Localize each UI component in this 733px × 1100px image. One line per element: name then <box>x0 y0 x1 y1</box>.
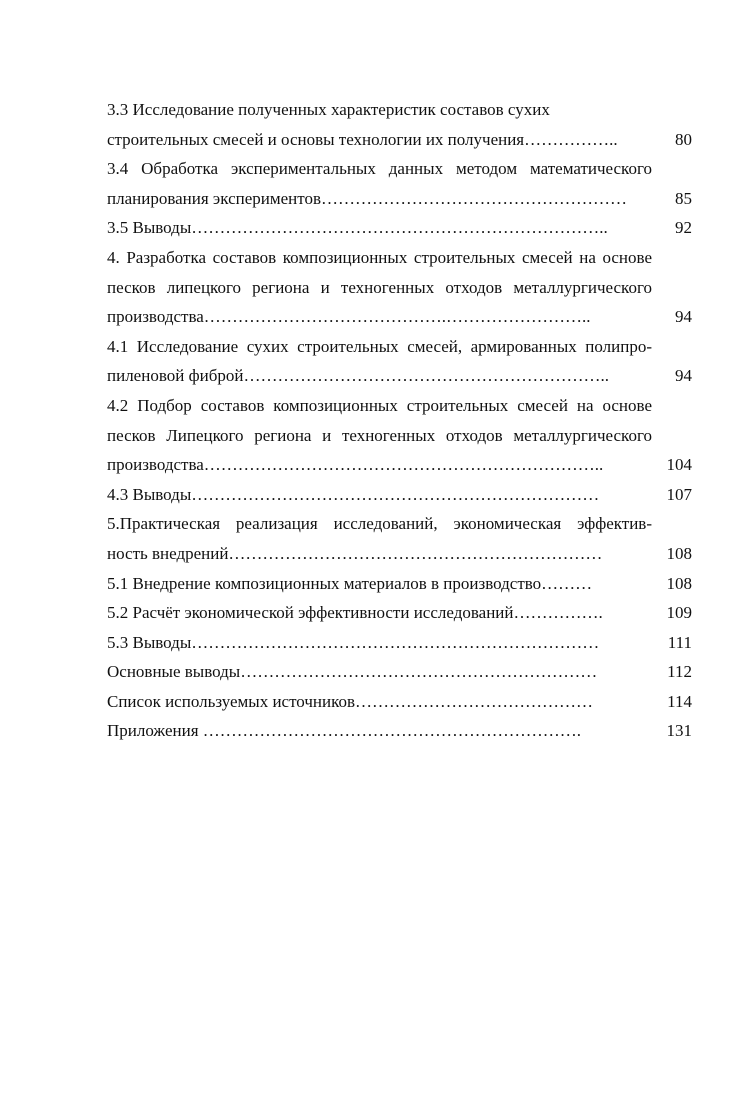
toc-page-number: 108 <box>666 573 692 593</box>
toc-entry-line: пиленовой фиброй……………………………………………………….. <box>107 366 609 386</box>
toc-entry-references <box>107 687 692 717</box>
toc-entry-5 <box>107 509 692 568</box>
toc-entry-5-2 <box>107 598 692 628</box>
toc-page-number: 92 <box>675 218 692 238</box>
toc-entry-5-1 <box>107 569 692 599</box>
toc-entry-line: 4.2 Подбор составов композиционных строительных смесей на основе <box>107 395 652 415</box>
toc-entry-line: производства…………………………………………………………….. <box>107 455 604 475</box>
table-of-contents <box>107 95 692 746</box>
toc-entry-3-3 <box>107 95 692 154</box>
toc-entry-line: 5.1 Внедрение композиционных материалов в производство……… <box>107 573 593 593</box>
toc-entry-conclusions <box>107 657 692 687</box>
toc-entry-4-1 <box>107 332 692 391</box>
toc-page-number: 109 <box>666 603 692 623</box>
toc-entry-line: песков Липецкого региона и техногенных отходов металлургического <box>107 425 652 445</box>
toc-page-number: 80 <box>675 129 692 149</box>
toc-page-number: 108 <box>666 543 692 563</box>
toc-entry-line: 4.1 Исследование сухих строительных смесей, армированных полипро- <box>107 336 652 356</box>
toc-entry-4 <box>107 243 692 332</box>
toc-page-number: 104 <box>666 455 692 475</box>
toc-entry-line: 4.3 Выводы……………………………………………………………… <box>107 484 600 504</box>
toc-entry-appendices <box>107 716 692 746</box>
toc-entry-line: 5.3 Выводы……………………………………………………………… <box>107 632 600 652</box>
toc-page-number: 112 <box>667 662 692 682</box>
toc-entry-line: Приложения …………………………………………………………. <box>107 721 582 741</box>
toc-entry-line: 3.4 Обработка экспериментальных данных методом математического <box>107 159 652 179</box>
toc-entry-line: 5.Практическая реализация исследований, экономическая эффектив- <box>107 514 652 534</box>
toc-entry-line: 3.3 Исследование полученных характеристик составов сухих <box>107 100 550 119</box>
toc-entry-4-3 <box>107 480 692 510</box>
toc-entry-line: строительных смесей и основы технологии их получения…………….. <box>107 129 618 149</box>
toc-page-number: 94 <box>675 307 692 327</box>
toc-entry-5-3 <box>107 628 692 658</box>
toc-page-number: 107 <box>666 484 692 504</box>
toc-page-number: 85 <box>675 188 692 208</box>
toc-entry-line: 5.2 Расчёт экономической эффективности исследований……………. <box>107 603 603 623</box>
toc-page-number: 94 <box>675 366 692 386</box>
toc-entry-line: Список используемых источников…………………………………… <box>107 691 594 711</box>
toc-entry-line: планирования экспериментов……………………………………………… <box>107 188 627 208</box>
toc-entry-line: песков липецкого региона и техногенных отходов металлургического <box>107 277 652 297</box>
toc-entry-line: 4. Разработка составов композиционных строительных смесей на основе <box>107 247 652 267</box>
toc-page-number: 131 <box>666 721 692 741</box>
toc-entry-line: производства…………………………………….…………………….. <box>107 307 591 327</box>
toc-entry-line: 3.5 Выводы……………………………………………………………….. <box>107 218 608 238</box>
toc-page-number: 111 <box>667 632 692 652</box>
toc-entry-3-5 <box>107 213 692 243</box>
toc-entry-3-4 <box>107 154 692 213</box>
toc-entry-line: ность внедрений………………………………………………………… <box>107 543 603 563</box>
toc-entry-line: Основные выводы……………………………………………………… <box>107 662 598 682</box>
toc-entry-4-2 <box>107 391 692 480</box>
toc-page-number: 114 <box>667 691 692 711</box>
